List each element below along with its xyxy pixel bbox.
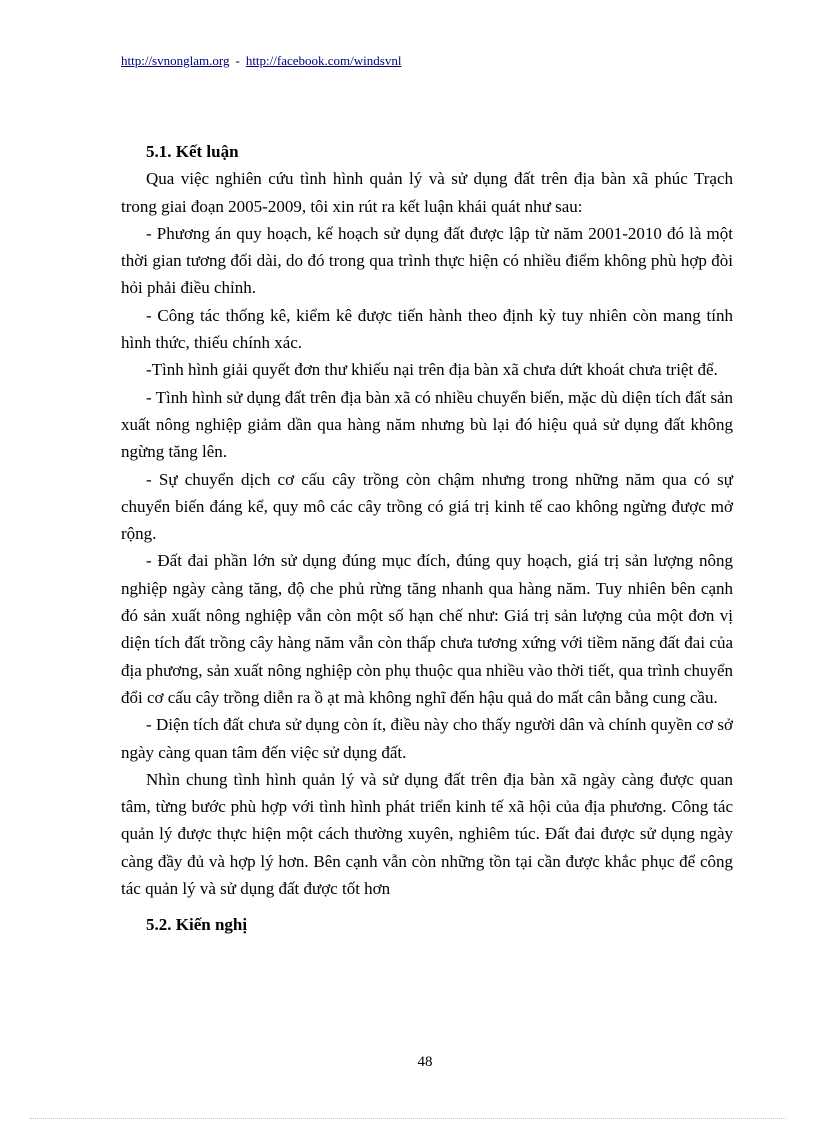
header-separator: - bbox=[235, 53, 240, 68]
paragraph-complaints: -Tình hình giải quyết đơn thư khiếu nại trên địa bàn xã chưa dứt khoát chưa triệt để. bbox=[146, 360, 718, 380]
section-heading-recommendations: 5.2. Kiến nghị bbox=[146, 915, 248, 935]
footer-divider bbox=[30, 1118, 786, 1119]
paragraph-land-purpose: - Đất đai phần lớn sử dụng đúng mục đích, đúng quy hoạch, giá trị sản lượng nông nghiệp ngày càng tăng, độ che phủ rừng tăng nhanh qua hàng năm. Tuy nhiên bên cạnh đó sản xuất nông nghiệp vẫn còn một số hạn chế như: Giá trị sản lượng của một đơn vị diện tích đất trồng cây hàng năm vẫn còn thấp chưa tương xứng với tiềm năng đất đai của địa phương, sản xuất nông nghiệp còn phụ thuộc qua nhiều vào thời tiết, qua trình chuyển đổi cơ cấu cây trồng diễn ra ồ ạt mà không nghĩ đến hậu quả do mất cân bằng cung cầu. bbox=[121, 551, 733, 707]
paragraph-land-use: - Tình hình sử dụng đất trên địa bàn xã có nhiều chuyển biến, mặc dù diện tích đất sản xuất nông nghiệp giảm dần qua hàng năm nhưng bù lại đó hiệu quả sử dụng đất không ngừng tăng lên. bbox=[121, 387, 733, 462]
page-number: 48 bbox=[417, 1054, 433, 1070]
facebook-link[interactable]: http://facebook.com/windsvnl bbox=[245, 53, 402, 68]
page-header bbox=[121, 53, 401, 69]
paragraph-summary: Nhìn chung tình hình quản lý và sử dụng đất trên địa bàn xã ngày càng được quan tâm, từng bước phù hợp với tình hình phát triển kinh tế xã hội của địa phương. Công tác quản lý được thực hiện một cách thường xuyên, nghiêm túc. Đất đai được sử dụng ngày càng đầy đủ và hợp lý hơn. Bên cạnh vẫn còn những tồn tại cần được khắc phục để công tác quản lý và sử dụng đất được tốt hơn bbox=[121, 769, 733, 899]
section-heading-conclusion: 5.1. Kết luận bbox=[146, 142, 239, 161]
paragraph-crop-structure: - Sự chuyển dịch cơ cấu cây trồng còn chậm nhưng trong những năm qua có sự chuyển biến đáng kể, quy mô các cây trồng có giá trị kinh tế cao không ngừng được mở rộng. bbox=[121, 469, 733, 544]
paragraph-intro: Qua việc nghiên cứu tình hình quản lý và sử dụng đất trên địa bàn xã phúc Trạch trong giai đoạn 2005-2009, tôi xin rút ra kết luận khái quát như sau: bbox=[121, 169, 733, 216]
svnonglam-link[interactable]: http://svnonglam.org bbox=[121, 53, 230, 68]
document-body bbox=[121, 138, 733, 939]
paragraph-statistics: - Công tác thống kê, kiểm kê được tiến hành theo định kỳ tuy nhiên còn mang tính hình thức, thiếu chính xác. bbox=[121, 305, 733, 353]
paragraph-planning: - Phương án quy hoạch, kế hoạch sử dụng đất được lập từ năm 2001-2010 đó là một thời gian tương đối dài, do đó trong qua trình thực hiện có nhiều điểm không phù hợp đòi hỏi phải điều chỉnh. bbox=[121, 223, 733, 298]
paragraph-unused-land: - Diện tích đất chưa sử dụng còn ít, điều này cho thấy người dân và chính quyền cơ sở ngày càng quan tâm đến việc sử dụng đất. bbox=[121, 715, 733, 762]
